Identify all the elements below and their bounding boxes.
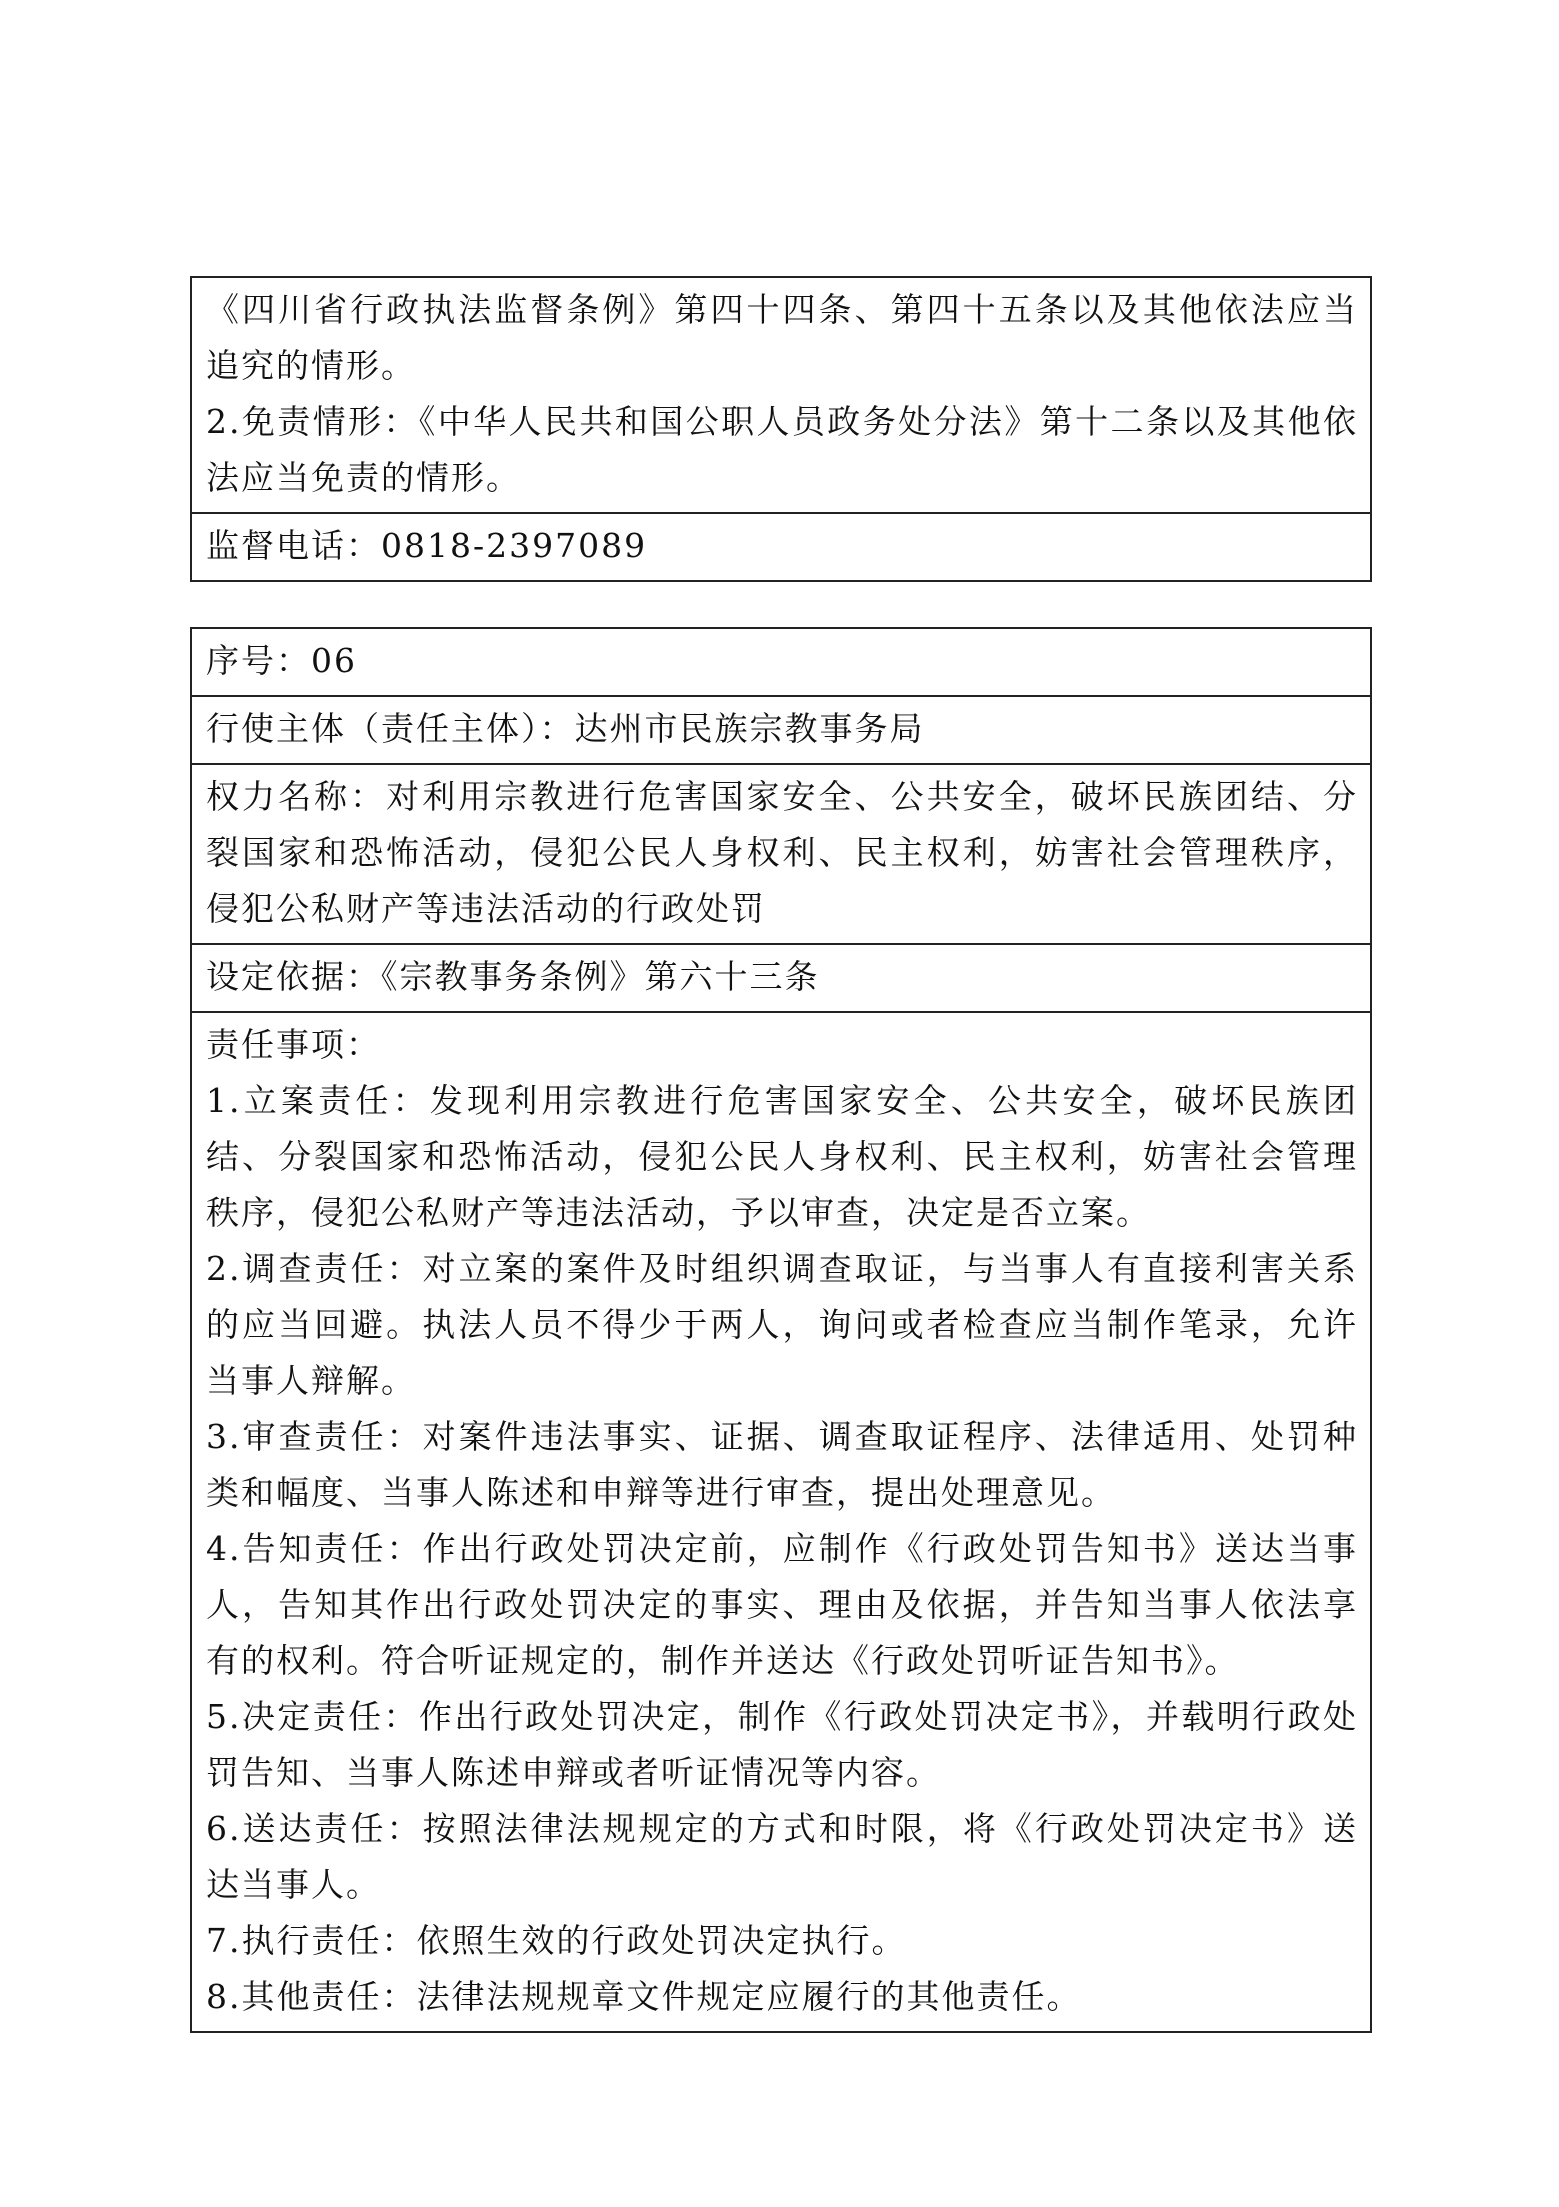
responsibilities-heading: 责任事项：: [206, 1025, 381, 1064]
responsibility-item: 3.审查责任：对案件违法事实、证据、调查取证程序、法律适用、处罚种类和幅度、当事人陈述和申辩等进行审查，提出处理意见。: [206, 1417, 1358, 1512]
power-name: 权力名称：对利用宗教进行危害国家安全、公共安全，破坏民族团结、分裂国家和恐怖活动，侵犯公民人身权利、民主权利，妨害社会管理秩序，侵犯公私财产等违法活动的行政处罚: [192, 763, 1370, 943]
responsibility-item: 1.立案责任：发现利用宗教进行危害国家安全、公共安全，破坏民族团结、分裂国家和恐怖活动，侵犯公民人身权利、民主权利，妨害社会管理秩序，侵犯公私财产等违法活动，予以审查，决定是否立案。: [206, 1081, 1358, 1232]
responsibility-item: 2.调查责任：对立案的案件及时组织调查取证，与当事人有直接利害关系的应当回避。执法人员不得少于两人，询问或者检查应当制作笔录，允许当事人辩解。: [206, 1249, 1358, 1400]
legal-basis: 设定依据：《宗教事务条例》第六十三条: [192, 943, 1370, 1011]
responsibilities-cell: [192, 1011, 1370, 2031]
responsibility-item: 6.送达责任：按照法律法规规定的方式和时限，将《行政处罚决定书》送达当事人。: [206, 1809, 1358, 1904]
responsible-subject: 行使主体（责任主体）：达州市民族宗教事务局: [192, 695, 1370, 763]
supervision-phone: 监督电话：0818-2397089: [192, 512, 1370, 580]
responsibility-item: 5.决定责任：作出行政处罚决定，制作《行政处罚决定书》，并载明行政处罚告知、当事人陈述申辩或者听证情况等内容。: [206, 1697, 1358, 1792]
power-item-table: [190, 627, 1372, 2033]
responsibility-item: 8.其他责任：法律法规规章文件规定应履行的其他责任。: [206, 1977, 1082, 2016]
accountability-text: 《四川省行政执法监督条例》第四十四条、第四十五条以及其他依法应当追究的情形。: [206, 290, 1358, 385]
responsibility-item: 7.执行责任：依照生效的行政处罚决定执行。: [206, 1921, 907, 1960]
responsibility-item: 4.告知责任：作出行政处罚决定前，应制作《行政处罚告知书》送达当事人，告知其作出行政处罚决定的事实、理由及依据，并告知当事人依法享有的权利。符合听证规定的，制作并送达《行政处罚听证告知书》。: [206, 1529, 1358, 1680]
accountability-table: [190, 276, 1372, 582]
accountability-cell: [192, 278, 1370, 512]
serial-number: 序号：06: [206, 641, 357, 680]
exemption-text: 2.免责情形：《中华人民共和国公职人员政务处分法》第十二条以及其他依法应当免责的情形。: [206, 402, 1358, 497]
